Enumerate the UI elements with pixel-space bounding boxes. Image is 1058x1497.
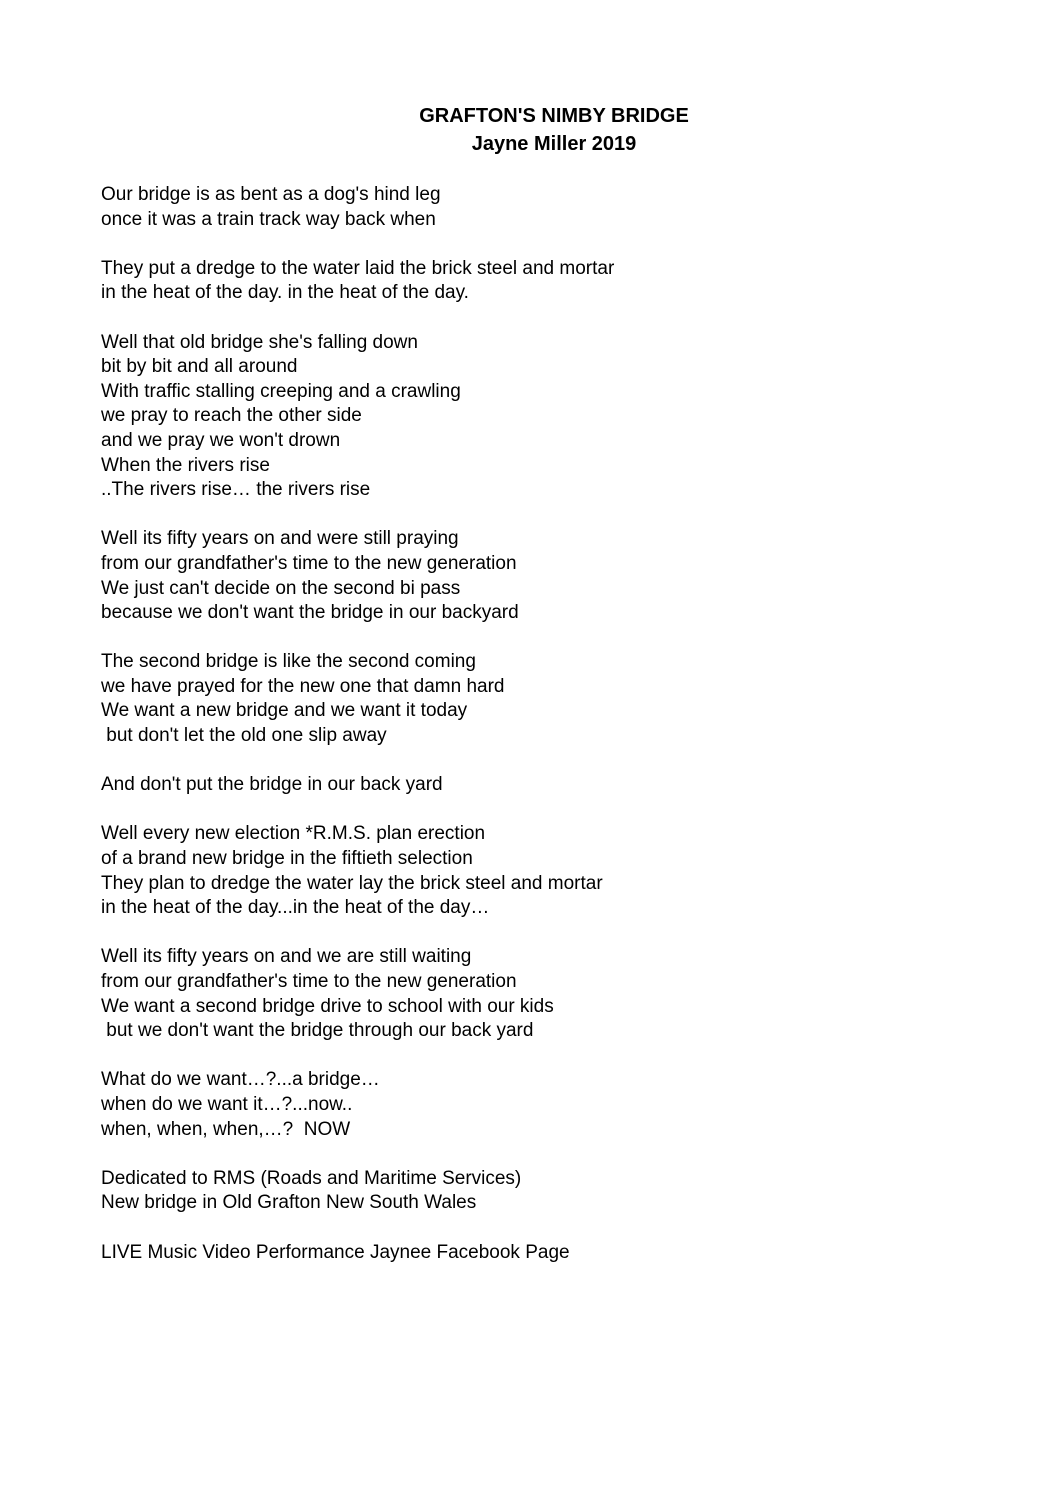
stanza-break bbox=[101, 503, 1001, 528]
poem-line: Our bridge is as bent as a dog's hind leg bbox=[101, 184, 441, 205]
poem-body bbox=[101, 183, 1001, 1265]
poem-line: The second bridge is like the second coming bbox=[101, 651, 476, 673]
poem-line: in the heat of the day. in the heat of the day. bbox=[101, 282, 469, 304]
poem-line: but don't let the old one slip away bbox=[101, 725, 387, 747]
stanza-break bbox=[101, 306, 1001, 331]
poem-line: New bridge in Old Grafton New South Wales bbox=[101, 1192, 477, 1214]
stanza-break bbox=[101, 798, 1001, 823]
poem-line: Dedicated to RMS (Roads and Maritime Services) bbox=[101, 1167, 522, 1189]
poem-line: when, when, when,…? NOW bbox=[101, 1118, 351, 1140]
poem-line: We want a new bridge and we want it today bbox=[101, 700, 468, 722]
poem-line: LIVE Music Video Performance Jaynee Facebook Page bbox=[101, 1241, 570, 1263]
poem-line: when do we want it…?...now.. bbox=[101, 1093, 353, 1115]
poem-line: They put a dredge to the water laid the brick steel and mortar bbox=[101, 257, 615, 279]
poem-line: we have prayed for the new one that damn hard bbox=[101, 675, 505, 697]
stanza-break bbox=[101, 1216, 1001, 1241]
stanza-break bbox=[101, 921, 1001, 946]
poem-line: ..The rivers rise… the rivers rise bbox=[101, 479, 371, 501]
poem-line: and we pray we won't drown bbox=[101, 429, 341, 451]
poem-line: Well its fifty years on and were still praying bbox=[101, 528, 459, 550]
title-block bbox=[0, 102, 1058, 158]
poem-line: We want a second bridge drive to school with our kids bbox=[101, 995, 554, 1017]
poem-line: because we don't want the bridge in our backyard bbox=[101, 602, 519, 624]
poem-line: we pray to reach the other side bbox=[101, 405, 362, 427]
poem-line: Well its fifty years on and we are still waiting bbox=[101, 946, 472, 968]
stanza-break bbox=[101, 1044, 1001, 1069]
poem-line: bit by bit and all around bbox=[101, 356, 298, 378]
poem-line: of a brand new bridge in the fiftieth selection bbox=[101, 848, 473, 870]
document-subtitle: Jayne Miller 2019 bbox=[471, 133, 637, 155]
poem-line: from our grandfather's time to the new generation bbox=[101, 971, 517, 992]
poem-line: in the heat of the day...in the heat of the day… bbox=[101, 897, 490, 919]
poem-line: When the rivers rise bbox=[101, 454, 270, 476]
poem-line: Well that old bridge she's falling down bbox=[101, 331, 418, 353]
stanza-break bbox=[101, 626, 1001, 651]
poem-line: What do we want…?...a bridge… bbox=[101, 1069, 380, 1091]
stanza-break bbox=[101, 1142, 1001, 1167]
poem-line: Well every new election *R.M.S. plan erection bbox=[101, 823, 486, 845]
poem-line: And don't put the bridge in our back yard bbox=[101, 774, 443, 796]
document-title: GRAFTON'S NIMBY BRIDGE bbox=[419, 105, 689, 127]
poem-line: from our grandfather's time to the new generation bbox=[101, 552, 517, 574]
poem-line: but we don't want the bridge through our back yard bbox=[101, 1020, 534, 1042]
poem-line: They plan to dredge the water lay the brick steel and mortar bbox=[101, 872, 603, 894]
stanza-break bbox=[101, 749, 1001, 774]
poem-line: We just can't decide on the second bi pass bbox=[101, 577, 461, 599]
poem-line: With traffic stalling creeping and a crawling bbox=[101, 380, 461, 402]
stanza-break bbox=[101, 232, 1001, 257]
poem-line: once it was a train track way back when bbox=[101, 208, 436, 230]
